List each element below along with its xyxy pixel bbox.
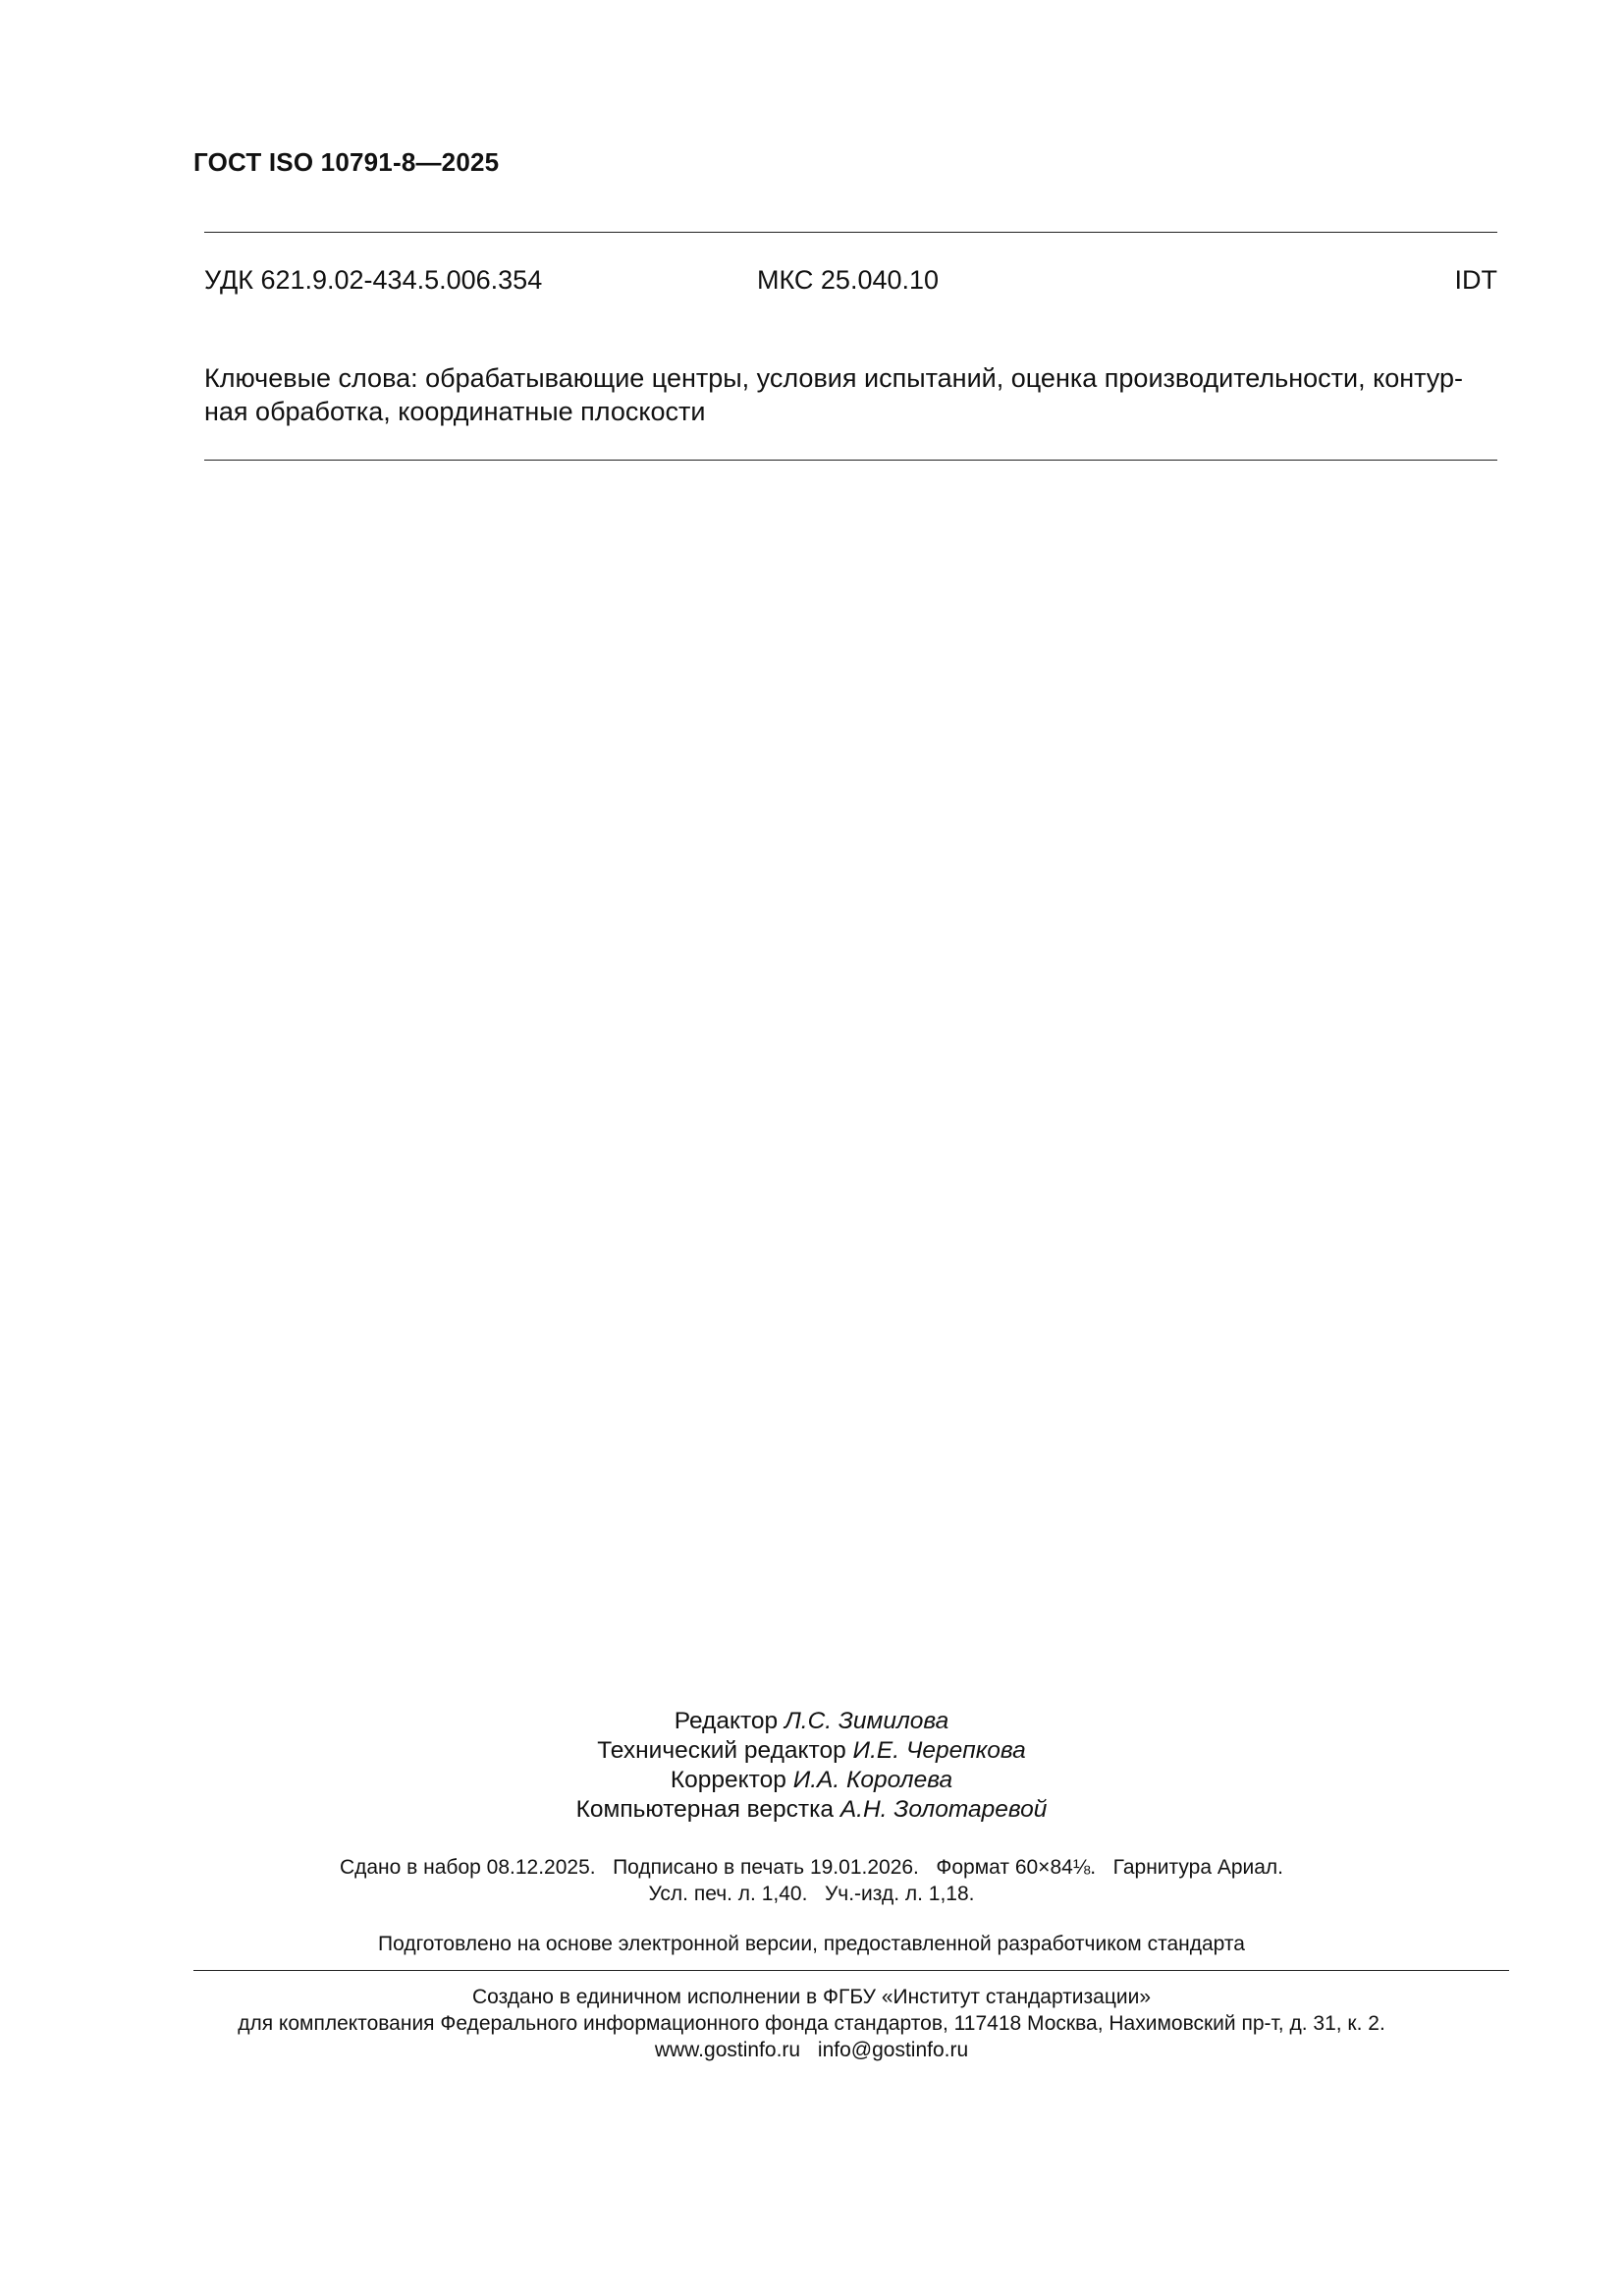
document-code: ГОСТ ISO 10791-8—2025 (193, 147, 500, 177)
corrector-line (0, 1766, 1623, 1795)
keywords-divider (204, 460, 1497, 461)
editor-name: Л.С. Зимилова (784, 1708, 949, 1734)
layout-label: Компьютерная верстка (575, 1796, 835, 1823)
udk-code: УДК 621.9.02-434.5.006.354 (204, 265, 543, 295)
email-link[interactable]: info@gostinfo.ru (817, 2039, 969, 2061)
keywords-line-2: ная обработка, координатные плоскости (204, 397, 706, 426)
print-info-line-1: Сдано в набор 08.12.2025. Подписано в печать 19.01.2026. Формат 60×84⅛. Гарнитура Ариал. (339, 1856, 1284, 1879)
idt-marker: IDT (1454, 265, 1497, 295)
editor-label: Редактор (674, 1708, 779, 1734)
top-divider (204, 232, 1497, 233)
layout-line (0, 1795, 1623, 1825)
contacts-line (0, 2037, 1623, 2063)
tech-editor-line (0, 1736, 1623, 1766)
website-link[interactable]: www.gostinfo.ru (654, 2039, 801, 2061)
bottom-divider (193, 1970, 1509, 1971)
credits-block (0, 1707, 1623, 1825)
layout-name: А.Н. Золотаревой (839, 1796, 1048, 1823)
tech-editor-label: Технический редактор (597, 1737, 846, 1764)
created-line-2: для комплектования Федерального информационного фонда стандартов, 117418 Москва, Нахимовский пр-т, д. 31, к. 2. (238, 2012, 1385, 2035)
classification-row (204, 265, 1497, 301)
created-block (0, 1984, 1623, 2063)
corrector-label: Корректор (670, 1767, 786, 1793)
keywords-line-1: Ключевые слова: обрабатывающие центры, условия испытаний, оценка производительности, контур- (204, 363, 1463, 393)
editor-line (0, 1707, 1623, 1736)
print-info-line-2: Усл. печ. л. 1,40. Уч.-изд. л. 1,18. (648, 1883, 975, 1905)
created-line-1: Создано в единичном исполнении в ФГБУ «Институт стандартизации» (471, 1986, 1152, 2008)
corrector-name: И.А. Королева (792, 1767, 953, 1793)
mks-code: МКС 25.040.10 (757, 265, 940, 295)
prepared-note: Подготовлено на основе электронной версии, предоставленной разработчиком стандарта (378, 1933, 1245, 1955)
tech-editor-name: И.Е. Черепкова (852, 1737, 1026, 1764)
keywords-block (204, 361, 1497, 428)
print-info-block (0, 1854, 1623, 1907)
